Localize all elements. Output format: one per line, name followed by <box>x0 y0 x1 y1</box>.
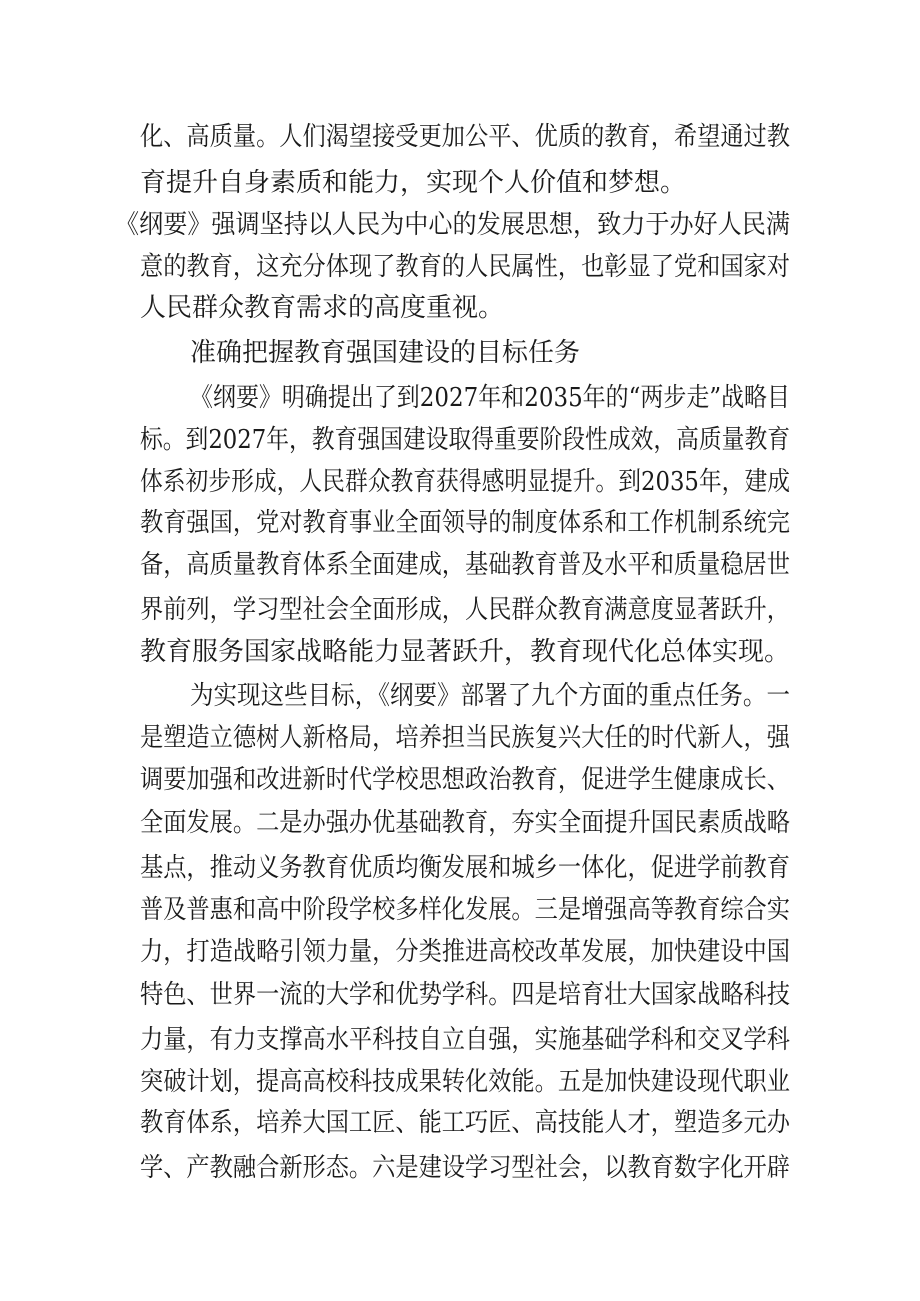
text-line <box>0 1103 920 1153</box>
line-text: 《纲要》强调坚持以人民为中心的发展思想，致力于办好人民满 <box>115 210 790 240</box>
line-text: 基点，推动义务教育优质均衡发展和城乡一体化，促进学前教育 <box>140 853 790 883</box>
line-text: 特色、世界一流的大学和优势学科。四是培育壮大国家战略科技 <box>140 980 790 1010</box>
line-text: 意的教育，这充分体现了教育的人民属性，也彰显了党和国家对 <box>140 252 790 282</box>
line-text: 教育强国，党对教育事业全面领导的制度体系和工作机制系统完 <box>140 508 790 538</box>
text-line <box>0 545 920 595</box>
section-heading <box>0 333 920 383</box>
line-text: 《纲要》明确提出了到2027年和2035年的“两步走”战略目 <box>190 383 790 413</box>
line-text: 教育体系，培养大国工匠、能工巧匠、高技能人才，塑造多元办 <box>140 1108 790 1138</box>
text-line <box>0 288 920 338</box>
line-text: 教育服务国家战略能力显著跃升，教育现代化总体实现。 <box>140 637 790 667</box>
text-line <box>0 803 920 853</box>
line-text: 普及普惠和高中阶段学校多样化发展。三是增强高等教育综合实 <box>140 895 790 925</box>
line-text: 力，打造战略引领力量，分类推进高校改革发展，加快建设中国 <box>140 937 790 967</box>
line-text: 育提升自身素质和能力，实现个人价值和梦想。 <box>140 168 687 198</box>
line-text: 力量，有力支撑高水平科技自立自强，实施基础学科和交叉学科 <box>140 1025 790 1055</box>
line-text: 全面发展。二是办强办优基础教育，夯实全面提升国民素质战略 <box>140 808 790 838</box>
line-text: 调要加强和改进新时代学校思想政治教育，促进学生健康成长、 <box>140 765 790 795</box>
line-text: 为实现这些目标，《纲要》部署了九个方面的重点任务。一 <box>190 681 790 711</box>
line-text: 是塑造立德树人新格局，培养担当民族复兴大任的时代新人，强 <box>140 723 790 753</box>
text-line <box>0 1148 920 1198</box>
line-text: 界前列，学习型社会全面形成，人民群众教育满意度显著跃升， <box>140 595 790 625</box>
line-text: 备，高质量教育体系全面建成，基础教育普及水平和质量稳居世 <box>140 550 790 580</box>
text-line <box>0 632 920 682</box>
line-text: 标。到2027年，教育强国建设取得重要阶段性成效，高质量教育 <box>140 425 790 455</box>
line-text: 突破计划，提高高校科技成果转化效能。五是加快建设现代职业 <box>140 1067 790 1097</box>
text-line <box>0 975 920 1025</box>
line-text: 体系初步形成，人民群众教育获得感明显提升。到2035年，建成 <box>140 467 790 497</box>
line-text: 人民群众教育需求的高度重视。 <box>140 293 505 323</box>
section-heading-text: 准确把握教育强国建设的目标任务 <box>190 338 581 368</box>
line-text: 学、产教融合新形态。六是建设学习型社会，以教育数字化开辟 <box>140 1153 790 1183</box>
line-text: 化、高质量。人们渴望接受更加公平、优质的教育，希望通过教 <box>140 122 790 152</box>
text-line <box>0 117 920 167</box>
